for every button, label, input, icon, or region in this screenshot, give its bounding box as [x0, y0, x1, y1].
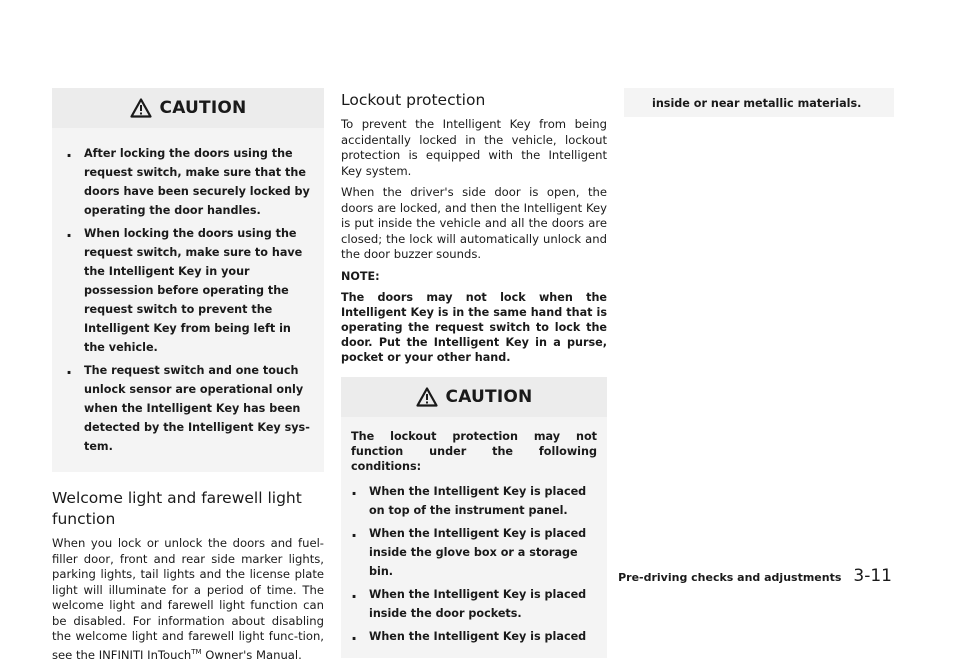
caution-item	[351, 480, 597, 518]
note-text: The doors may not lock when the Intelligent Key is in the same hand that is operating the request switch to lock the door. Put the Intelligent Key in a purse, pocket or your other hand.	[341, 290, 607, 364]
caution-item	[351, 625, 597, 644]
section-heading: Lockout protection	[341, 91, 486, 109]
caution-item	[62, 142, 314, 218]
footer-section-title: Pre-driving checks and adjustments	[618, 571, 842, 584]
page-number: 3-11	[853, 566, 892, 586]
paragraph-text: Owner's Manual.	[201, 647, 302, 662]
caution-item-text: After locking the doors using the request switch, make sure that the doors have been securely locked by operating the door handles.	[84, 147, 310, 217]
paragraph-text: When you lock or unlock the doors and fuel-filler door, front and rear side marker lights, parking lights, tail lights and the license plate light will illuminate for a period of time. The welcome light and farewell light function can be disabled. For information about disabling the welcome light and farewell light func-tion, see the INFINITI InTouch	[52, 536, 324, 662]
caution-item-text: When the Intelligent Key is placed	[369, 629, 587, 643]
caution-item-text: When the Intelligent Key is placed inside the glove box or a storage bin.	[369, 526, 587, 578]
caution-item	[62, 359, 314, 454]
note-label: NOTE:	[341, 269, 380, 283]
body-paragraph: When the driver's side door is open, the doors are locked, and then the Intelligent Key is put inside the vehicle and all the doors are closed; the lock will automatically unlock and the door buzzer sounds.	[341, 185, 607, 261]
warning-triangle-icon	[416, 387, 438, 407]
left-column	[52, 88, 324, 669]
caution-box	[341, 377, 607, 658]
section-heading: Welcome light and farewell light function	[52, 489, 302, 528]
page-footer	[618, 566, 892, 586]
caution-item	[351, 522, 597, 579]
caution-content	[52, 128, 324, 472]
body-paragraph: To prevent the Intelligent Key from being accidentally locked in the vehicle, lockout protection is equipped with the Intelligent Key system.	[341, 117, 607, 178]
caution-title: CAUTION	[159, 98, 247, 118]
right-column	[624, 88, 894, 117]
bullet: .	[66, 142, 73, 161]
bullet: .	[66, 222, 73, 241]
caution-intro: The lockout protection may not function under the following conditions:	[351, 429, 597, 473]
caution-item-text: When the Intelligent Key is placed inside the door pockets.	[369, 587, 587, 620]
trademark-mark: TM	[191, 647, 202, 656]
middle-column	[341, 88, 607, 658]
caution-item-text: The request switch and one touch unlock sensor are operational only when the Intelligent Key has been detected by the Intelligent Key sys-tem.	[84, 364, 310, 453]
bullet: .	[351, 624, 358, 644]
caution-item	[62, 222, 314, 355]
caution-continued-content	[624, 88, 894, 117]
bullet: .	[351, 521, 358, 541]
caution-item-text: When locking the doors using the request switch, make sure to have the Intelligent Key in your possession before operating the request switch to prevent the Intelligent Key from being left in the vehicle.	[84, 227, 303, 354]
bullet: .	[351, 479, 358, 499]
caution-header	[341, 377, 607, 417]
caution-content	[341, 417, 607, 658]
caution-continued-text: inside or near metallic materials.	[652, 97, 862, 110]
caution-title: CAUTION	[445, 386, 533, 407]
bullet: .	[351, 582, 358, 602]
caution-item	[351, 583, 597, 621]
bullet: .	[66, 359, 73, 378]
body-paragraph	[52, 536, 324, 663]
warning-triangle-icon	[130, 98, 152, 118]
caution-box	[52, 88, 324, 472]
caution-header	[52, 88, 324, 128]
caution-item-text: When the Intelligent Key is placed on top of the instrument panel.	[369, 484, 587, 517]
